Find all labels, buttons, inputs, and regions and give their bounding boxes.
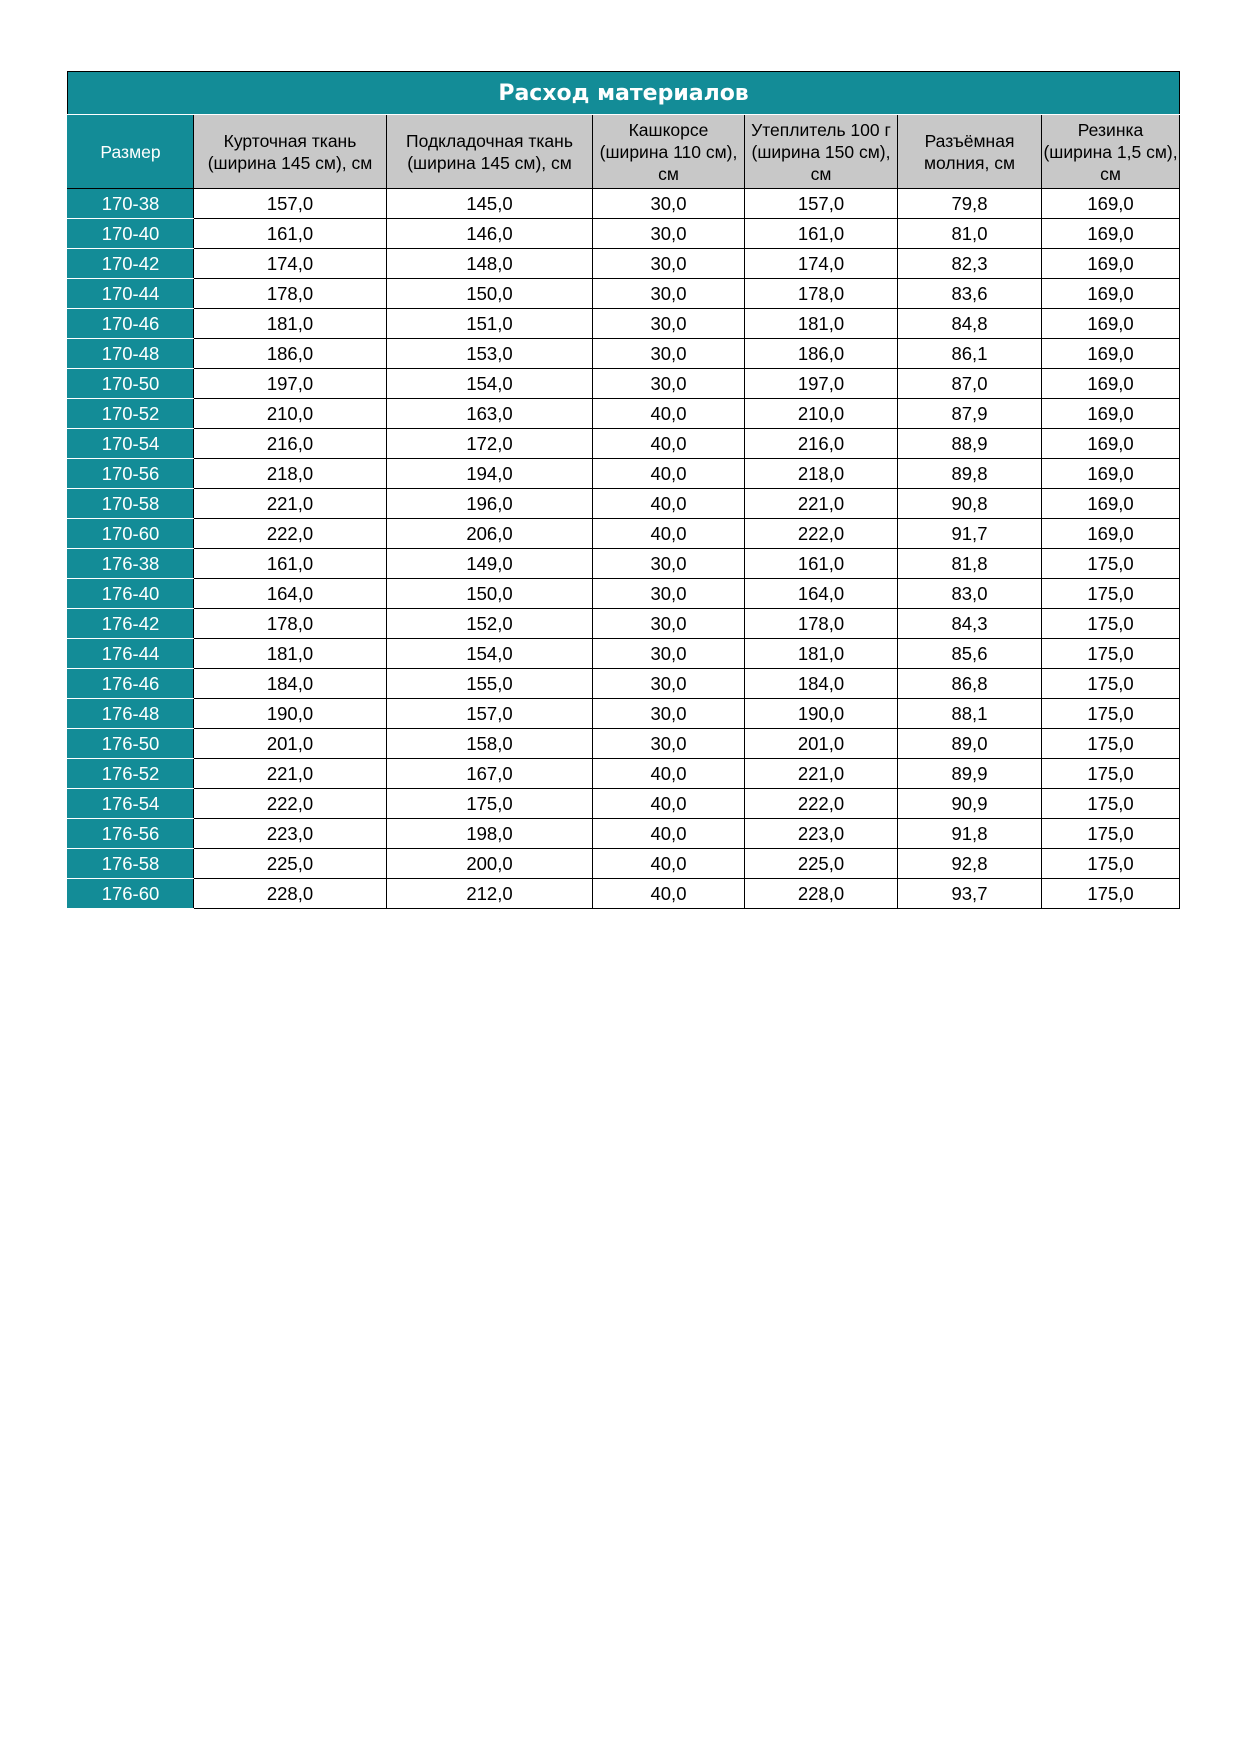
value-cell: 90,8 <box>898 489 1042 519</box>
value-cell: 154,0 <box>387 369 593 399</box>
value-cell: 175,0 <box>1042 609 1180 639</box>
value-cell: 30,0 <box>593 279 745 309</box>
table-row <box>68 609 1180 639</box>
value-cell: 81,0 <box>898 219 1042 249</box>
value-cell: 30,0 <box>593 699 745 729</box>
value-cell: 186,0 <box>194 339 387 369</box>
value-cell: 222,0 <box>745 519 898 549</box>
value-cell: 228,0 <box>194 879 387 909</box>
value-cell: 186,0 <box>745 339 898 369</box>
value-cell: 40,0 <box>593 819 745 849</box>
value-cell: 221,0 <box>194 489 387 519</box>
value-cell: 40,0 <box>593 789 745 819</box>
size-cell: 170-40 <box>68 219 194 249</box>
size-cell: 176-38 <box>68 549 194 579</box>
value-cell: 40,0 <box>593 399 745 429</box>
value-cell: 154,0 <box>387 639 593 669</box>
size-cell: 176-52 <box>68 759 194 789</box>
column-header-elastic: Резинка (ширина 1,5 см), см <box>1042 115 1180 189</box>
value-cell: 88,9 <box>898 429 1042 459</box>
value-cell: 175,0 <box>1042 819 1180 849</box>
size-cell: 170-42 <box>68 249 194 279</box>
value-cell: 169,0 <box>1042 489 1180 519</box>
value-cell: 178,0 <box>194 609 387 639</box>
value-cell: 218,0 <box>745 459 898 489</box>
table-row <box>68 849 1180 879</box>
value-cell: 201,0 <box>745 729 898 759</box>
value-cell: 89,0 <box>898 729 1042 759</box>
table-row <box>68 279 1180 309</box>
value-cell: 169,0 <box>1042 459 1180 489</box>
size-cell: 176-40 <box>68 579 194 609</box>
value-cell: 169,0 <box>1042 399 1180 429</box>
value-cell: 157,0 <box>194 189 387 219</box>
value-cell: 84,8 <box>898 309 1042 339</box>
value-cell: 161,0 <box>745 549 898 579</box>
value-cell: 169,0 <box>1042 219 1180 249</box>
value-cell: 93,7 <box>898 879 1042 909</box>
value-cell: 152,0 <box>387 609 593 639</box>
size-cell: 170-58 <box>68 489 194 519</box>
size-cell: 176-44 <box>68 639 194 669</box>
value-cell: 216,0 <box>745 429 898 459</box>
table-row <box>68 219 1180 249</box>
value-cell: 30,0 <box>593 369 745 399</box>
value-cell: 201,0 <box>194 729 387 759</box>
value-cell: 30,0 <box>593 549 745 579</box>
value-cell: 40,0 <box>593 879 745 909</box>
table-row <box>68 699 1180 729</box>
table-row <box>68 669 1180 699</box>
value-cell: 169,0 <box>1042 309 1180 339</box>
value-cell: 89,8 <box>898 459 1042 489</box>
value-cell: 181,0 <box>194 309 387 339</box>
value-cell: 172,0 <box>387 429 593 459</box>
table-row <box>68 519 1180 549</box>
size-cell: 170-56 <box>68 459 194 489</box>
table-row <box>68 579 1180 609</box>
value-cell: 30,0 <box>593 339 745 369</box>
value-cell: 175,0 <box>1042 669 1180 699</box>
value-cell: 175,0 <box>1042 699 1180 729</box>
table-row <box>68 549 1180 579</box>
value-cell: 151,0 <box>387 309 593 339</box>
value-cell: 30,0 <box>593 579 745 609</box>
value-cell: 175,0 <box>387 789 593 819</box>
title-row <box>68 72 1180 115</box>
value-cell: 228,0 <box>745 879 898 909</box>
value-cell: 175,0 <box>1042 789 1180 819</box>
value-cell: 169,0 <box>1042 339 1180 369</box>
value-cell: 175,0 <box>1042 729 1180 759</box>
value-cell: 175,0 <box>1042 549 1180 579</box>
value-cell: 161,0 <box>194 549 387 579</box>
value-cell: 178,0 <box>745 279 898 309</box>
column-header-insulation: Утеплитель 100 г (ширина 150 см), см <box>745 115 898 189</box>
value-cell: 200,0 <box>387 849 593 879</box>
value-cell: 91,8 <box>898 819 1042 849</box>
value-cell: 90,9 <box>898 789 1042 819</box>
value-cell: 169,0 <box>1042 249 1180 279</box>
value-cell: 169,0 <box>1042 189 1180 219</box>
value-cell: 190,0 <box>745 699 898 729</box>
table-row <box>68 759 1180 789</box>
table-row <box>68 309 1180 339</box>
value-cell: 221,0 <box>745 489 898 519</box>
value-cell: 174,0 <box>194 249 387 279</box>
value-cell: 30,0 <box>593 219 745 249</box>
size-cell: 176-50 <box>68 729 194 759</box>
value-cell: 225,0 <box>194 849 387 879</box>
value-cell: 169,0 <box>1042 519 1180 549</box>
value-cell: 40,0 <box>593 429 745 459</box>
table-row <box>68 399 1180 429</box>
value-cell: 40,0 <box>593 759 745 789</box>
value-cell: 197,0 <box>194 369 387 399</box>
value-cell: 86,1 <box>898 339 1042 369</box>
value-cell: 174,0 <box>745 249 898 279</box>
value-cell: 221,0 <box>745 759 898 789</box>
value-cell: 83,0 <box>898 579 1042 609</box>
column-header-rib-knit: Кашкорсе (ширина 110 см), см <box>593 115 745 189</box>
value-cell: 222,0 <box>745 789 898 819</box>
size-cell: 170-38 <box>68 189 194 219</box>
table-row <box>68 249 1180 279</box>
value-cell: 148,0 <box>387 249 593 279</box>
value-cell: 169,0 <box>1042 369 1180 399</box>
value-cell: 40,0 <box>593 849 745 879</box>
table-row <box>68 879 1180 909</box>
column-header-lining-fabric: Подкладочная ткань (ширина 145 см), см <box>387 115 593 189</box>
value-cell: 83,6 <box>898 279 1042 309</box>
size-cell: 170-48 <box>68 339 194 369</box>
size-cell: 176-48 <box>68 699 194 729</box>
value-cell: 190,0 <box>194 699 387 729</box>
size-cell: 176-54 <box>68 789 194 819</box>
column-header-size: Размер <box>68 115 194 189</box>
value-cell: 216,0 <box>194 429 387 459</box>
column-header-zipper: Разъёмная молния, см <box>898 115 1042 189</box>
value-cell: 146,0 <box>387 219 593 249</box>
size-cell: 170-46 <box>68 309 194 339</box>
value-cell: 81,8 <box>898 549 1042 579</box>
value-cell: 222,0 <box>194 519 387 549</box>
value-cell: 164,0 <box>745 579 898 609</box>
value-cell: 223,0 <box>194 819 387 849</box>
value-cell: 40,0 <box>593 519 745 549</box>
value-cell: 30,0 <box>593 729 745 759</box>
value-cell: 181,0 <box>194 639 387 669</box>
value-cell: 181,0 <box>745 639 898 669</box>
value-cell: 175,0 <box>1042 849 1180 879</box>
materials-sheet <box>67 71 1179 909</box>
value-cell: 218,0 <box>194 459 387 489</box>
value-cell: 84,3 <box>898 609 1042 639</box>
value-cell: 30,0 <box>593 309 745 339</box>
table-body <box>68 189 1180 909</box>
size-cell: 176-60 <box>68 879 194 909</box>
value-cell: 194,0 <box>387 459 593 489</box>
value-cell: 175,0 <box>1042 879 1180 909</box>
value-cell: 210,0 <box>745 399 898 429</box>
size-cell: 176-56 <box>68 819 194 849</box>
size-cell: 176-46 <box>68 669 194 699</box>
value-cell: 40,0 <box>593 459 745 489</box>
value-cell: 30,0 <box>593 249 745 279</box>
size-cell: 170-52 <box>68 399 194 429</box>
table-row <box>68 819 1180 849</box>
value-cell: 184,0 <box>745 669 898 699</box>
value-cell: 163,0 <box>387 399 593 429</box>
table-row <box>68 189 1180 219</box>
table-row <box>68 369 1180 399</box>
value-cell: 40,0 <box>593 489 745 519</box>
column-header-jacket-fabric: Курточная ткань (ширина 145 см), см <box>194 115 387 189</box>
value-cell: 167,0 <box>387 759 593 789</box>
size-cell: 176-42 <box>68 609 194 639</box>
size-cell: 170-50 <box>68 369 194 399</box>
value-cell: 30,0 <box>593 639 745 669</box>
value-cell: 164,0 <box>194 579 387 609</box>
materials-table <box>67 71 1180 909</box>
table-row <box>68 639 1180 669</box>
table-row <box>68 459 1180 489</box>
value-cell: 181,0 <box>745 309 898 339</box>
table-row <box>68 729 1180 759</box>
table-row <box>68 429 1180 459</box>
value-cell: 87,9 <box>898 399 1042 429</box>
value-cell: 149,0 <box>387 549 593 579</box>
value-cell: 155,0 <box>387 669 593 699</box>
value-cell: 85,6 <box>898 639 1042 669</box>
value-cell: 169,0 <box>1042 429 1180 459</box>
value-cell: 79,8 <box>898 189 1042 219</box>
value-cell: 184,0 <box>194 669 387 699</box>
table-row <box>68 489 1180 519</box>
size-cell: 170-60 <box>68 519 194 549</box>
value-cell: 30,0 <box>593 189 745 219</box>
value-cell: 145,0 <box>387 189 593 219</box>
value-cell: 87,0 <box>898 369 1042 399</box>
size-cell: 176-58 <box>68 849 194 879</box>
value-cell: 91,7 <box>898 519 1042 549</box>
value-cell: 197,0 <box>745 369 898 399</box>
value-cell: 210,0 <box>194 399 387 429</box>
value-cell: 178,0 <box>194 279 387 309</box>
value-cell: 206,0 <box>387 519 593 549</box>
size-cell: 170-54 <box>68 429 194 459</box>
header-row <box>68 115 1180 189</box>
value-cell: 212,0 <box>387 879 593 909</box>
value-cell: 157,0 <box>387 699 593 729</box>
value-cell: 89,9 <box>898 759 1042 789</box>
value-cell: 82,3 <box>898 249 1042 279</box>
value-cell: 88,1 <box>898 699 1042 729</box>
value-cell: 198,0 <box>387 819 593 849</box>
value-cell: 30,0 <box>593 609 745 639</box>
value-cell: 196,0 <box>387 489 593 519</box>
table-row <box>68 789 1180 819</box>
value-cell: 161,0 <box>194 219 387 249</box>
value-cell: 223,0 <box>745 819 898 849</box>
value-cell: 150,0 <box>387 279 593 309</box>
value-cell: 221,0 <box>194 759 387 789</box>
value-cell: 161,0 <box>745 219 898 249</box>
value-cell: 175,0 <box>1042 639 1180 669</box>
size-cell: 170-44 <box>68 279 194 309</box>
value-cell: 175,0 <box>1042 759 1180 789</box>
value-cell: 150,0 <box>387 579 593 609</box>
value-cell: 30,0 <box>593 669 745 699</box>
table-row <box>68 339 1180 369</box>
value-cell: 153,0 <box>387 339 593 369</box>
value-cell: 158,0 <box>387 729 593 759</box>
value-cell: 92,8 <box>898 849 1042 879</box>
table-title: Расход материалов <box>68 72 1180 115</box>
value-cell: 169,0 <box>1042 279 1180 309</box>
value-cell: 222,0 <box>194 789 387 819</box>
value-cell: 86,8 <box>898 669 1042 699</box>
value-cell: 225,0 <box>745 849 898 879</box>
value-cell: 157,0 <box>745 189 898 219</box>
value-cell: 178,0 <box>745 609 898 639</box>
value-cell: 175,0 <box>1042 579 1180 609</box>
